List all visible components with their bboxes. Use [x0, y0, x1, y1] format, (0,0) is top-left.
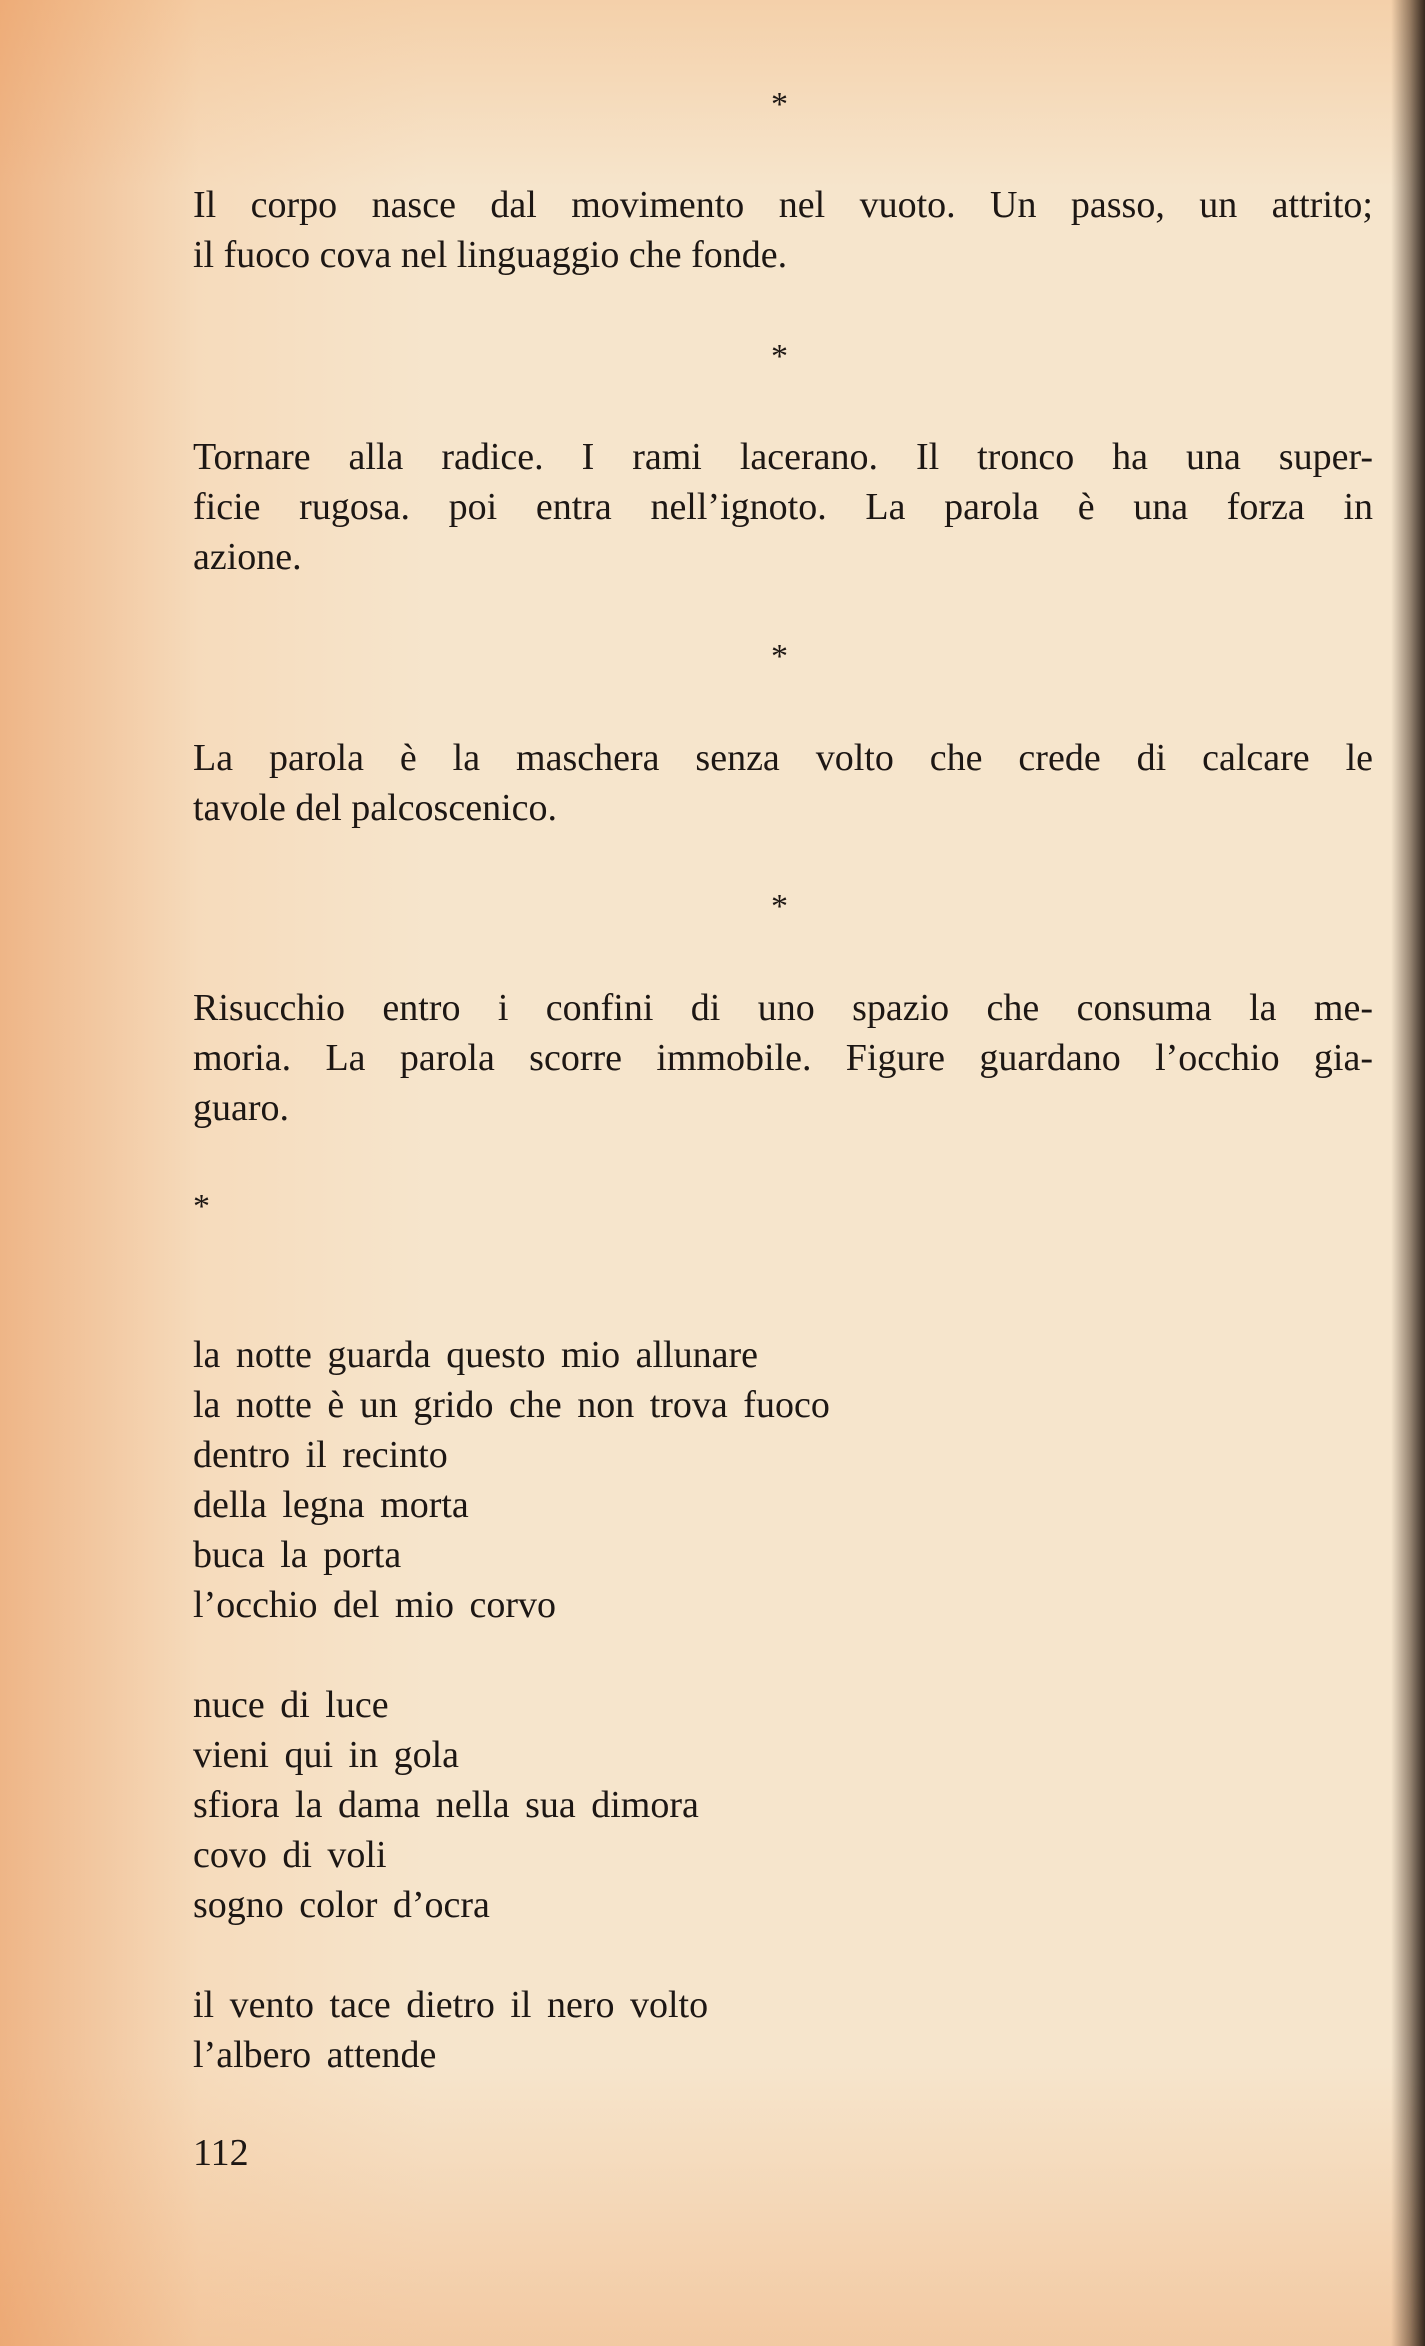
poem-verse: l’albero attende: [193, 2034, 437, 2076]
prose-line: azione.: [193, 536, 302, 578]
poem-verse: il vento tace dietro il nero volto: [193, 1984, 709, 2026]
prose-line: Tornare alla radice. I rami lacerano. Il tronco ha una super-: [193, 436, 1373, 478]
prose-line: Risucchio entro i confini di uno spazio che consuma la me-: [193, 987, 1373, 1029]
prose-paragraph-2: [193, 432, 1373, 582]
poem-verse: sfiora la dama nella sua dimora: [193, 1784, 699, 1826]
poem-stanza-1: [193, 1330, 830, 1630]
prose-line: ficie rugosa. poi entra nell’ignoto. La parola è una forza in: [193, 486, 1373, 528]
prose-line: La parola è la maschera senza volto che crede di calcare le: [193, 737, 1373, 779]
poem-verse: sogno color d’ocra: [193, 1884, 490, 1926]
separator-asterisk: *: [193, 1188, 210, 1225]
prose-paragraph-4: [193, 983, 1373, 1133]
separator-asterisk: *: [771, 338, 788, 375]
poem-stanza-3: [193, 1980, 708, 2080]
poem-verse: vieni qui in gola: [193, 1734, 460, 1776]
prose-line: tavole del palcoscenico.: [193, 787, 558, 829]
poem-verse: buca la porta: [193, 1534, 402, 1576]
separator-asterisk: *: [771, 86, 788, 123]
prose-line: moria. La parola scorre immobile. Figure guardano l’occhio gia-: [193, 1037, 1373, 1079]
poem-verse: dentro il recinto: [193, 1434, 448, 1476]
prose-line: Il corpo nasce dal movimento nel vuoto. Un passo, un attrito;: [193, 184, 1373, 226]
poem-verse: l’occhio del mio corvo: [193, 1584, 557, 1626]
poem-stanza-2: [193, 1680, 699, 1930]
poem-verse: della legna morta: [193, 1484, 469, 1526]
book-page: [193, 0, 1373, 2346]
prose-line: il fuoco cova nel linguaggio che fonde.: [193, 234, 788, 276]
poem-verse: nuce di luce: [193, 1684, 389, 1726]
separator-asterisk: *: [771, 638, 788, 675]
separator-asterisk: *: [771, 888, 788, 925]
page-number: 112: [193, 2132, 249, 2174]
page-binding-shadow: [1391, 0, 1425, 2346]
poem-verse: la notte guarda questo mio allunare: [193, 1334, 758, 1376]
prose-paragraph-1: [193, 180, 1373, 280]
prose-paragraph-3: [193, 733, 1373, 833]
poem-verse: covo di voli: [193, 1834, 387, 1876]
poem-verse: la notte è un grido che non trova fuoco: [193, 1384, 830, 1426]
prose-line: guaro.: [193, 1087, 290, 1129]
